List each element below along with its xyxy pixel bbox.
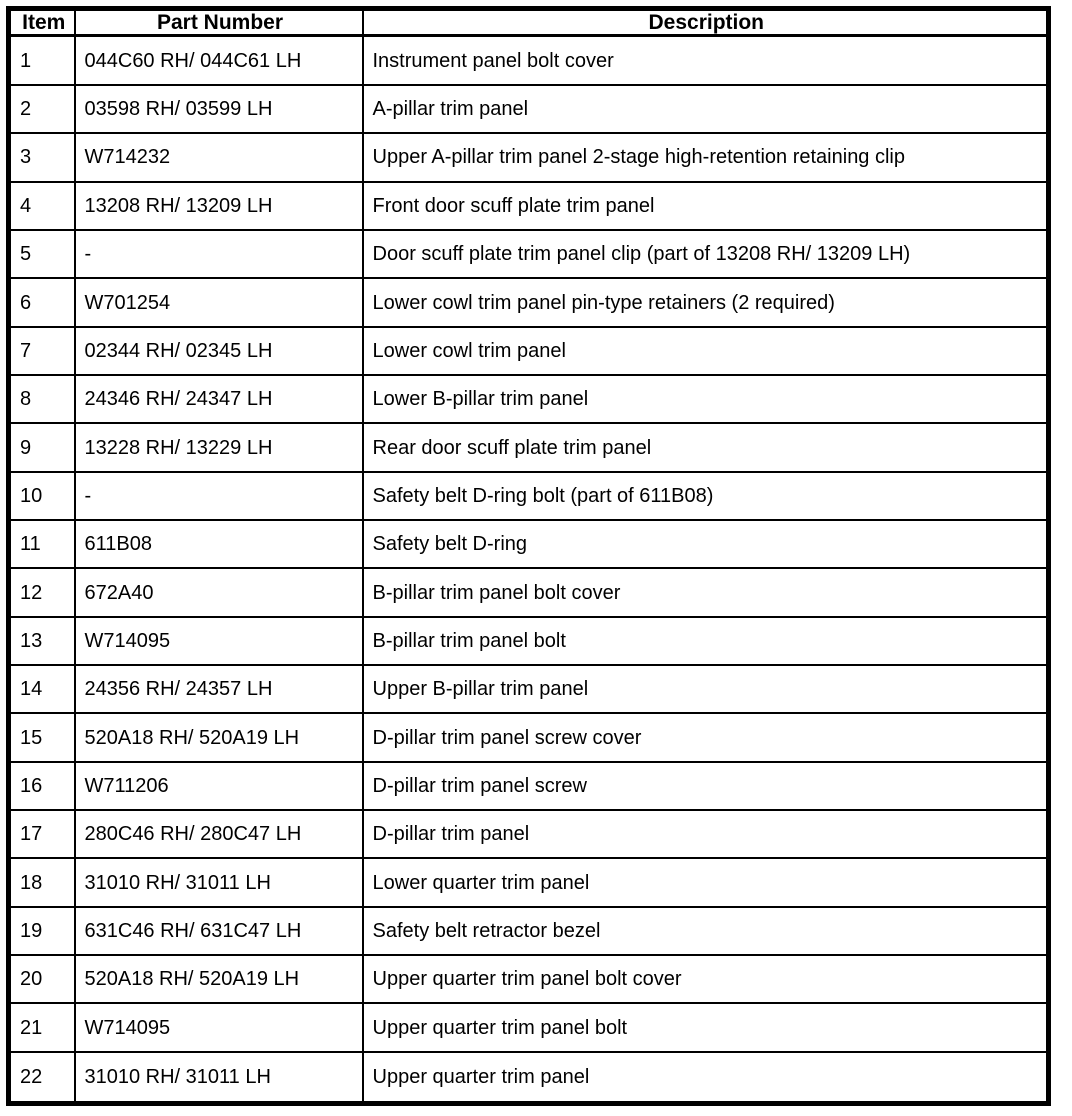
part-number-cell: 631C46 RH/ 631C47 LH [75, 907, 363, 955]
part-number-cell: W714095 [75, 1003, 363, 1051]
part-number-cell: W711206 [75, 762, 363, 810]
description-cell: Upper quarter trim panel bolt cover [363, 955, 1049, 1003]
table-row [9, 182, 1049, 230]
part-number-cell: 280C46 RH/ 280C47 LH [75, 810, 363, 858]
item-cell: 19 [9, 907, 75, 955]
table-row [9, 568, 1049, 616]
item-cell: 22 [9, 1052, 75, 1104]
part-number-cell: W714095 [75, 617, 363, 665]
item-cell: 8 [9, 375, 75, 423]
description-cell: Safety belt D-ring bolt (part of 611B08) [363, 472, 1049, 520]
parts-table [6, 6, 1051, 1106]
table-row [9, 520, 1049, 568]
header-description: Description [363, 9, 1049, 36]
item-cell: 20 [9, 955, 75, 1003]
description-cell: Safety belt D-ring [363, 520, 1049, 568]
item-cell: 10 [9, 472, 75, 520]
description-cell: Instrument panel bolt cover [363, 36, 1049, 85]
item-cell: 11 [9, 520, 75, 568]
part-number-cell: W701254 [75, 278, 363, 326]
item-cell: 7 [9, 327, 75, 375]
table-row [9, 375, 1049, 423]
table-row [9, 1052, 1049, 1104]
part-number-cell: 520A18 RH/ 520A19 LH [75, 955, 363, 1003]
item-cell: 17 [9, 810, 75, 858]
description-cell: Upper B-pillar trim panel [363, 665, 1049, 713]
description-cell: D-pillar trim panel screw [363, 762, 1049, 810]
header-part-number: Part Number [75, 9, 363, 36]
part-number-cell: W714232 [75, 133, 363, 181]
item-cell: 6 [9, 278, 75, 326]
description-cell: Upper A-pillar trim panel 2-stage high-retention retaining clip [363, 133, 1049, 181]
part-number-cell: 24356 RH/ 24357 LH [75, 665, 363, 713]
part-number-cell: 03598 RH/ 03599 LH [75, 85, 363, 133]
item-cell: 16 [9, 762, 75, 810]
part-number-cell: 02344 RH/ 02345 LH [75, 327, 363, 375]
part-number-cell: 672A40 [75, 568, 363, 616]
part-number-cell: 13228 RH/ 13229 LH [75, 423, 363, 471]
item-cell: 13 [9, 617, 75, 665]
description-cell: Rear door scuff plate trim panel [363, 423, 1049, 471]
item-cell: 4 [9, 182, 75, 230]
table-row [9, 36, 1049, 85]
part-number-cell: 31010 RH/ 31011 LH [75, 858, 363, 906]
description-cell: A-pillar trim panel [363, 85, 1049, 133]
table-row [9, 955, 1049, 1003]
table-row [9, 278, 1049, 326]
item-cell: 14 [9, 665, 75, 713]
item-cell: 5 [9, 230, 75, 278]
description-cell: Lower cowl trim panel pin-type retainers (2 required) [363, 278, 1049, 326]
description-cell: Safety belt retractor bezel [363, 907, 1049, 955]
item-cell: 9 [9, 423, 75, 471]
description-cell: B-pillar trim panel bolt [363, 617, 1049, 665]
description-cell: D-pillar trim panel [363, 810, 1049, 858]
table-row [9, 665, 1049, 713]
description-cell: Lower cowl trim panel [363, 327, 1049, 375]
table-row [9, 762, 1049, 810]
part-number-cell: 24346 RH/ 24347 LH [75, 375, 363, 423]
description-cell: Upper quarter trim panel bolt [363, 1003, 1049, 1051]
description-cell: Door scuff plate trim panel clip (part of 13208 RH/ 13209 LH) [363, 230, 1049, 278]
table-row [9, 423, 1049, 471]
description-cell: Lower B-pillar trim panel [363, 375, 1049, 423]
part-number-cell: 044C60 RH/ 044C61 LH [75, 36, 363, 85]
item-cell: 1 [9, 36, 75, 85]
table-row [9, 327, 1049, 375]
item-cell: 2 [9, 85, 75, 133]
table-row [9, 907, 1049, 955]
header-row [9, 9, 1049, 36]
table-row [9, 230, 1049, 278]
part-number-cell: 611B08 [75, 520, 363, 568]
table-row [9, 713, 1049, 761]
item-cell: 3 [9, 133, 75, 181]
description-cell: Upper quarter trim panel [363, 1052, 1049, 1104]
item-cell: 18 [9, 858, 75, 906]
table-row [9, 617, 1049, 665]
table-row [9, 85, 1049, 133]
table-body [9, 36, 1049, 1104]
part-number-cell: - [75, 230, 363, 278]
description-cell: B-pillar trim panel bolt cover [363, 568, 1049, 616]
description-cell: Lower quarter trim panel [363, 858, 1049, 906]
table-row [9, 472, 1049, 520]
part-number-cell: - [75, 472, 363, 520]
item-cell: 15 [9, 713, 75, 761]
table-row [9, 133, 1049, 181]
item-cell: 12 [9, 568, 75, 616]
item-cell: 21 [9, 1003, 75, 1051]
description-cell: Front door scuff plate trim panel [363, 182, 1049, 230]
part-number-cell: 520A18 RH/ 520A19 LH [75, 713, 363, 761]
table-header [9, 9, 1049, 36]
table-row [9, 1003, 1049, 1051]
description-cell: D-pillar trim panel screw cover [363, 713, 1049, 761]
part-number-cell: 31010 RH/ 31011 LH [75, 1052, 363, 1104]
table-row [9, 858, 1049, 906]
header-item: Item [9, 9, 75, 36]
table-row [9, 810, 1049, 858]
part-number-cell: 13208 RH/ 13209 LH [75, 182, 363, 230]
